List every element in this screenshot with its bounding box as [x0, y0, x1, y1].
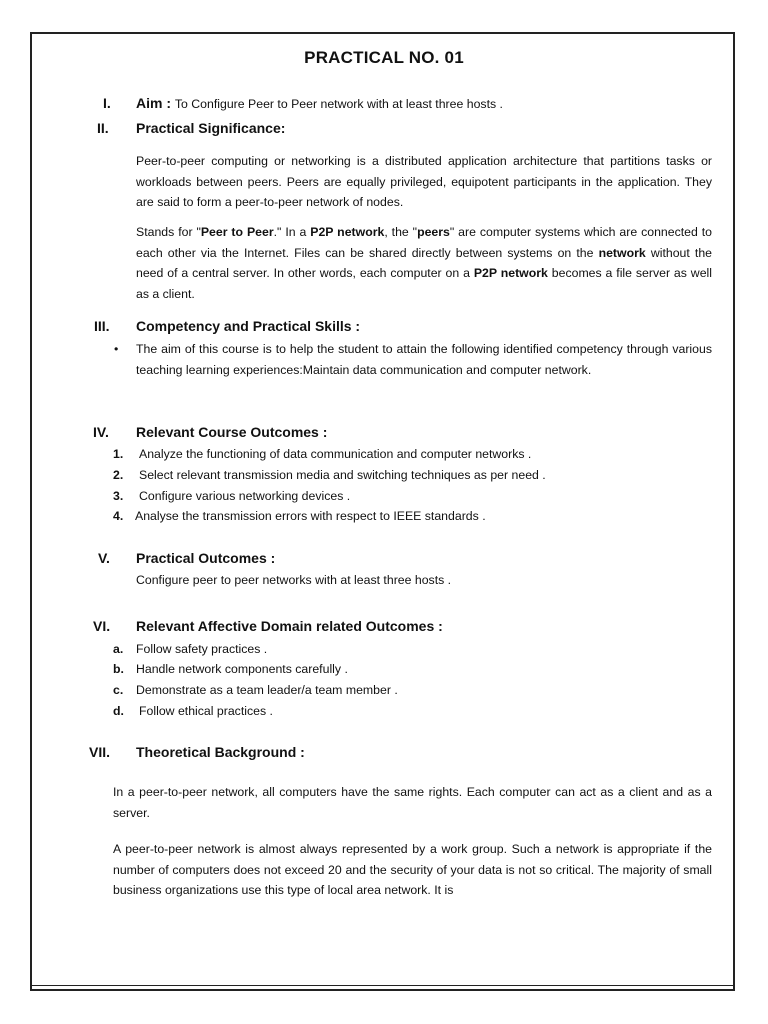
aim-text: To Configure Peer to Peer network with at least three hosts .	[174, 97, 503, 111]
competency-text: The aim of this course is to help the student to attain the following identified competency through various teaching learning experiences:Maintain data communication and computer network.	[136, 342, 712, 377]
section-number: IV.	[93, 424, 109, 440]
significance-paragraph-2: Stands for "Peer to Peer." In a P2P network, the "peers" are computer systems which are connected to each other via the Internet. Files can be shared directly between systems on the network without the need of a central server. In other words, each computer on a P2P network becomes a file server as well as a client.	[136, 225, 712, 301]
page-title: PRACTICAL NO. 01	[304, 48, 464, 67]
bullet-marker: •	[114, 342, 119, 356]
section-number: VI.	[93, 618, 111, 634]
section-number: II.	[97, 120, 109, 136]
section-label: Theoretical Background :	[136, 744, 305, 760]
section-label: Aim :	[136, 95, 171, 111]
practical-outcomes-text: Configure peer to peer networks with at least three hosts .	[136, 573, 452, 587]
section-label: Practical Outcomes :	[136, 550, 276, 566]
section-number: V.	[98, 550, 110, 566]
section-number: III.	[94, 318, 110, 334]
section-number: I.	[103, 95, 111, 111]
section-label: Practical Significance:	[136, 120, 286, 136]
theory-paragraph-2: A peer-to-peer network is almost always represented by a work group. Such a network is appropriate if the number of computers does not exceed 20 and the security of your data is not so critical. The majority of small business organizations use this type of local area network. It is	[113, 842, 712, 897]
section-label: Relevant Course Outcomes :	[136, 424, 328, 440]
theory-paragraph-1: In a peer-to-peer network, all computers have the same rights. Each computer can act as a client and as a server.	[113, 785, 712, 820]
section-label: Competency and Practical Skills :	[136, 318, 361, 334]
section-number: VII.	[89, 744, 111, 760]
section-label: Relevant Affective Domain related Outcomes :	[136, 618, 443, 634]
significance-paragraph-1: Peer-to-peer computing or networking is a distributed application architecture that partitions tasks or workloads between peers. Peers are equally privileged, equipotent participants in the application. They are said to form a peer-to-peer network of nodes.	[136, 154, 712, 209]
